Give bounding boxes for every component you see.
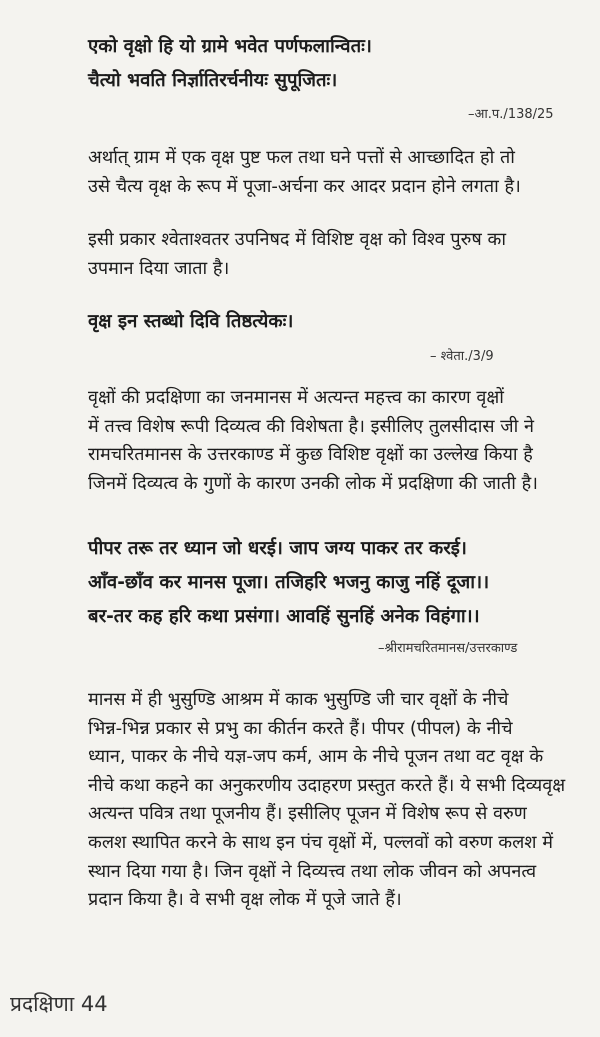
paragraph-line: रामचरितमानस के उत्तरकाण्ड में कुछ विशिष्ट वृक्षों का उल्लेख किया है (88, 444, 533, 466)
paragraph-line: वृक्षों की प्रदक्षिणा का जनमानस में अत्यन्त महत्त्व का कारण वृक्षों (88, 387, 504, 408)
running-title: प्रदक्षिणा (10, 992, 75, 1016)
verse-line: वृक्ष इन स्तब्धो दिवि तिष्ठत्येकः। (88, 311, 294, 332)
paragraph-line: स्थान दिया गया है। जिन वृक्षों ने दिव्यत्त्व तथा लोक जीवन को अपनत्व (88, 860, 537, 882)
paragraph-line: उसे चैत्य वृक्ष के रूप में पूजा-अर्चना कर आदर प्रदान होने लगता है। (88, 175, 521, 197)
paragraph-line: में तत्त्व विशेष रूपी दिव्यत्व की विशेषता है। इसीलिए तुलसीदास जी ने (88, 415, 534, 437)
page-number: 44 (80, 992, 108, 1016)
verse-2-citation: – श्वेता./3/9 (430, 349, 494, 364)
page-footer (10, 990, 108, 1018)
paragraph-line: अत्यन्त पवित्र तथा पूजनीय हैं। इसीलिए पूजन में विशेष रूप से वरुण (88, 803, 527, 825)
verse-3-citation: –श्रीरामचरितमानस/उत्तरकाण्ड (378, 641, 518, 656)
verse-line: बर-तर कह हरि कथा प्रसंगा। आवहिं सुनहिं अनेक विहंगा।। (88, 606, 480, 627)
paragraph-line: भिन्न-भिन्न प्रकार से प्रभु का कीर्तन करते हैं। पीपर (पीपल) के नीचे (88, 717, 513, 739)
verse-line: चैत्यो भवति निर्ज्ञातिरर्चनीयः सुपूजितः। (88, 70, 338, 91)
sanskrit-verse-1 (88, 30, 588, 98)
verse-1-citation: –आ.प./138/25 (468, 107, 554, 122)
verse-line: एको वृक्षो हि यो ग्रामे भवेत पर्णफलान्वितः। (88, 36, 372, 57)
paragraph-line: अर्थात् ग्राम में एक वृक्ष पुष्ट फल तथा घने पत्तों से आच्छादित हो तो (88, 147, 515, 168)
paragraph-line: उपमान दिया जाता है। (88, 257, 230, 279)
paragraph-3 (88, 384, 588, 498)
paragraph-line: जिनमें दिव्यत्व के गुणों के कारण उनकी लोक में प्रदक्षिणा की जाती है। (88, 472, 538, 494)
paragraph-2 (88, 226, 588, 283)
verse-line: आँव-छाँव कर मानस पूजा। तजिहरि भजनु काजु नहिं दूजा।। (88, 572, 490, 593)
paragraph-1 (88, 144, 588, 201)
paragraph-line: मानस में ही भुसुण्डि आश्रम में काक भुसुण्डि जी चार वृक्षों के नीचे (88, 689, 509, 710)
chaupai-verse (88, 532, 588, 634)
paragraph-4 (88, 686, 588, 915)
paragraph-line: नीचे कथा कहने का अनुकरणीय उदाहरण प्रस्तुत करते हैं। ये सभी दिव्यवृक्ष (88, 774, 566, 796)
paragraph-line: कलश स्थापित करने के साथ इन पंच वृक्षों में, पल्लवों को वरुण कलश में (88, 831, 553, 853)
paragraph-line: ध्यान, पाकर के नीचे यज्ञ-जप कर्म, आम के नीचे पूजन तथा वट वृक्ष के (88, 746, 544, 768)
verse-line: पीपर तरू तर ध्यान जो धरई। जाप जग्य पाकर तर करई। (88, 538, 467, 559)
paragraph-line: प्रदान किया है। वे सभी वृक्ष लोक में पूजे जाते हैं। (88, 889, 402, 911)
paragraph-line: इसी प्रकार श्वेताश्वतर उपनिषद में विशिष्ट वृक्ष को विश्व पुरुष का (88, 229, 506, 250)
sanskrit-verse-2 (88, 305, 588, 339)
